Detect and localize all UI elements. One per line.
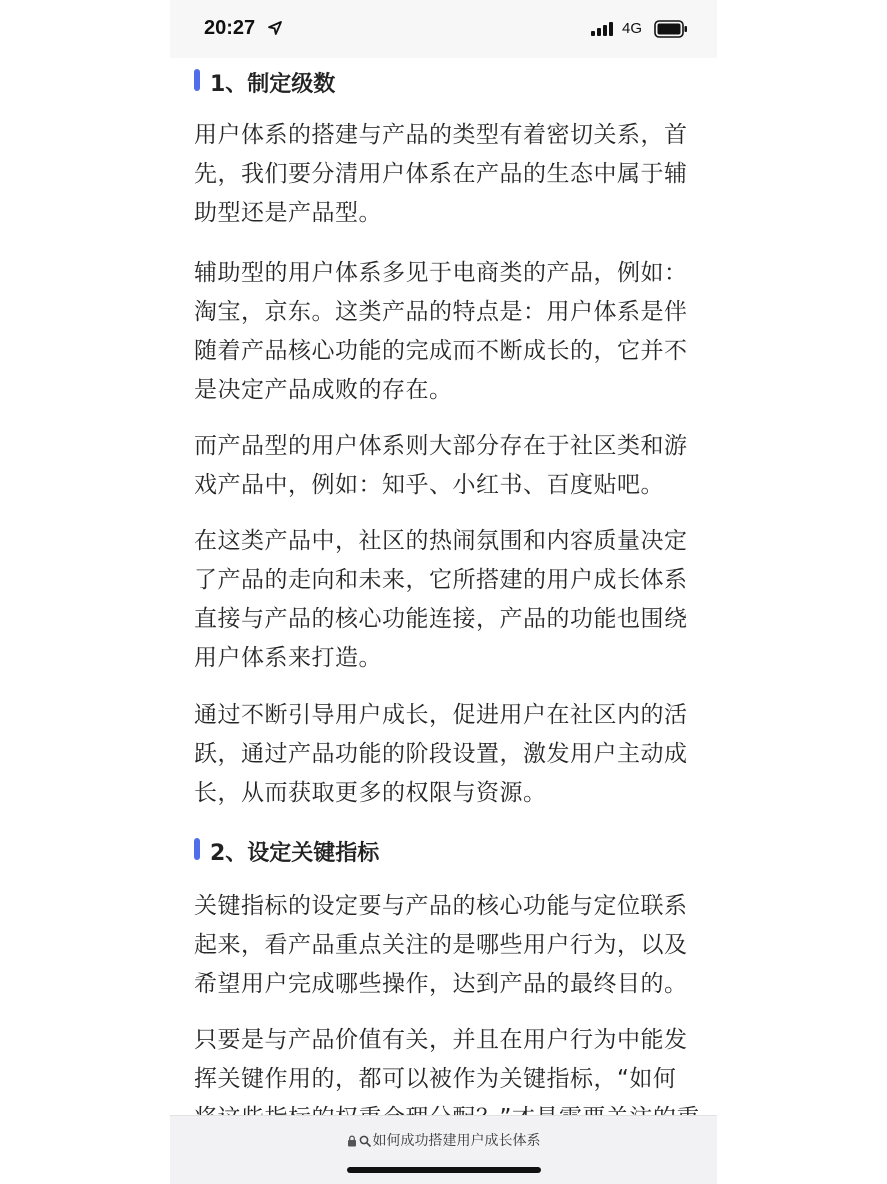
search-icon bbox=[359, 1135, 371, 1147]
paragraph-line: 戏产品中，例如：知乎、小红书、百度贴吧。 bbox=[194, 472, 664, 498]
home-indicator[interactable] bbox=[347, 1167, 541, 1173]
heading-text: 2、设定关键指标 bbox=[210, 841, 380, 866]
paragraph-line: 了产品的走向和未来，它所搭建的用户成长体系 bbox=[194, 567, 688, 593]
heading-accent-bar bbox=[194, 69, 200, 91]
paragraph-line: 用户体系的搭建与产品的类型有着密切关系，首 bbox=[194, 122, 688, 148]
paragraph-line: 而产品型的用户体系则大部分存在于社区类和游 bbox=[194, 433, 688, 459]
heading-text: 1、制定级数 bbox=[210, 72, 336, 97]
paragraph-line: 起来，看产品重点关注的是哪些用户行为，以及 bbox=[194, 932, 688, 958]
paragraph-line: 只要是与产品价值有关，并且在用户行为中能发 bbox=[194, 1027, 688, 1053]
paragraph-line: 在这类产品中，社区的热闹氛围和内容质量决定 bbox=[194, 528, 688, 554]
status-time: 20:27 bbox=[204, 17, 256, 39]
right-background bbox=[717, 0, 887, 1183]
paragraph-line: 淘宝，京东。这类产品的特点是：用户体系是伴 bbox=[194, 299, 688, 325]
paragraph-line: 随着产品核心功能的完成而不断成长的，它并不 bbox=[194, 338, 688, 364]
paragraph-line: 长，从而获取更多的权限与资源。 bbox=[194, 780, 547, 806]
paragraph bbox=[194, 887, 714, 1004]
address-bar[interactable] bbox=[170, 1130, 717, 1150]
location-arrow-icon bbox=[268, 21, 282, 35]
paragraph-line: 跃，通过产品功能的阶段设置，激发用户主动成 bbox=[194, 741, 688, 767]
phone-screen bbox=[170, 0, 717, 1183]
battery-icon bbox=[654, 20, 688, 38]
status-bar bbox=[170, 0, 717, 58]
url-title: 如何成功搭建用户成长体系 bbox=[372, 1133, 541, 1149]
paragraph bbox=[194, 522, 714, 678]
lock-icon bbox=[347, 1135, 357, 1147]
paragraph-line: 挥关键作用的，都可以被作为关键指标，“如何 bbox=[194, 1066, 677, 1092]
paragraph-line: 助型还是产品型。 bbox=[194, 200, 382, 226]
paragraph-line: 用户体系来打造。 bbox=[194, 645, 382, 671]
left-background bbox=[0, 0, 170, 1183]
network-type: 4G bbox=[622, 20, 643, 37]
paragraph-line: 直接与产品的核心功能连接，产品的功能也围绕 bbox=[194, 606, 688, 632]
paragraph-line: 是决定产品成败的存在。 bbox=[194, 377, 453, 403]
paragraph-line: 辅助型的用户体系多见于电商类的产品，例如： bbox=[194, 260, 688, 286]
paragraph-line: 先，我们要分清用户体系在产品的生态中属于辅 bbox=[194, 161, 688, 187]
browser-bottom-bar bbox=[170, 1115, 717, 1184]
paragraph-line: 通过不断引导用户成长，促进用户在社区内的活 bbox=[194, 702, 688, 728]
article-content bbox=[170, 58, 717, 1115]
paragraph-line: 希望用户完成哪些操作，达到产品的最终目的。 bbox=[194, 971, 688, 997]
heading-accent-bar bbox=[194, 838, 200, 860]
paragraph bbox=[194, 116, 714, 233]
paragraph bbox=[194, 427, 714, 505]
paragraph bbox=[194, 696, 714, 813]
paragraph-line: 关键指标的设定要与产品的核心功能与定位联系 bbox=[194, 893, 688, 919]
paragraph bbox=[194, 254, 714, 410]
cellular-signal-icon bbox=[591, 22, 615, 36]
